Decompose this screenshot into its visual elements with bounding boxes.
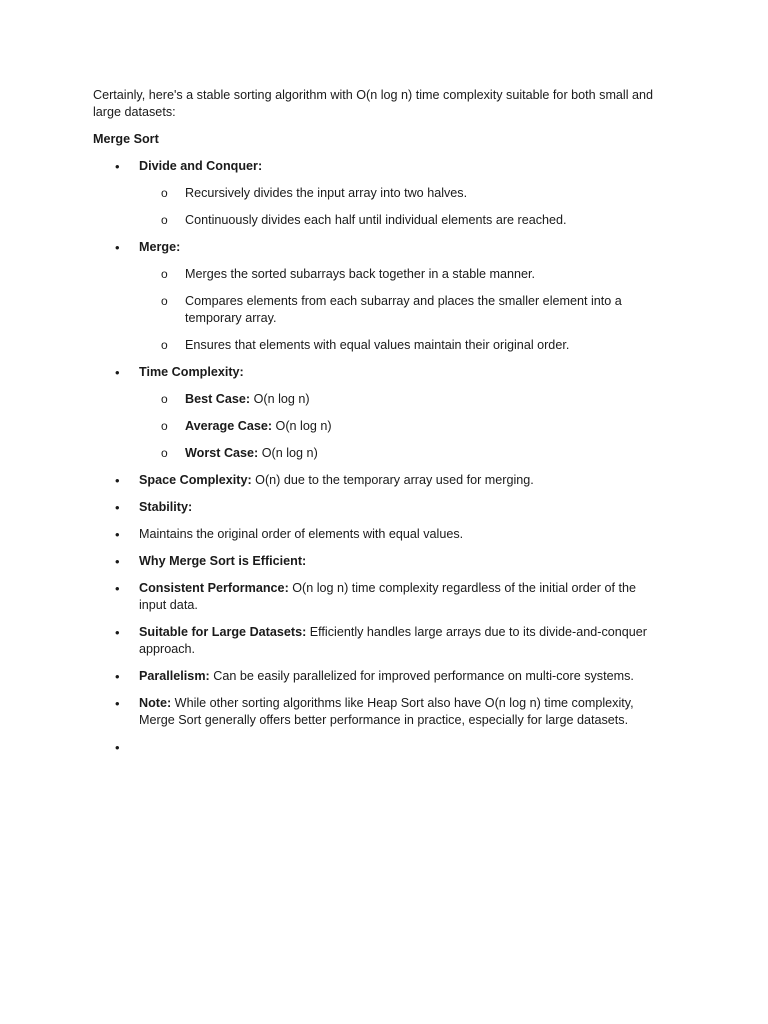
list-item-space-complexity	[93, 472, 663, 489]
list-item-consistent-performance	[93, 580, 663, 614]
item-label: Worst Case:	[185, 446, 259, 460]
list-item-maintains	[93, 526, 663, 543]
item-text: Ensures that elements with equal values maintain their original order.	[185, 338, 570, 352]
sub-list-item	[139, 337, 663, 354]
sub-list	[139, 391, 663, 462]
item-text: Efficiently handles large arrays due to its divide-and-conquer approach.	[139, 625, 647, 656]
sub-list-item	[139, 391, 663, 408]
item-text: Merges the sorted subarrays back together in a stable manner.	[185, 267, 536, 281]
item-text: While other sorting algorithms like Heap Sort also have O(n log n) time complexity, Merge Sort generally offers better performance in practice, especially for large datasets.	[139, 696, 634, 727]
sub-list-item	[139, 445, 663, 462]
sub-bullet-icon: o	[161, 267, 168, 281]
bullet-icon: •	[115, 500, 120, 515]
list-item-merge	[93, 239, 663, 354]
sub-bullet-icon: o	[161, 419, 168, 433]
item-text: O(n log n)	[250, 392, 310, 406]
item-label: Divide and Conquer:	[139, 159, 263, 173]
list-item-why-efficient	[93, 553, 663, 570]
item-label: Space Complexity:	[139, 473, 252, 487]
bullet-icon: •	[115, 240, 120, 255]
list-item-large-datasets	[93, 624, 663, 658]
sub-bullet-icon: o	[161, 213, 168, 227]
list-item-time-complexity	[93, 364, 663, 462]
item-label: Note:	[139, 696, 172, 710]
bullet-icon: •	[115, 554, 120, 569]
section-title: Merge Sort	[93, 132, 159, 146]
list-item-stability	[93, 499, 663, 516]
sub-list-item	[139, 212, 663, 229]
sub-bullet-icon: o	[161, 186, 168, 200]
item-text: Maintains the original order of elements with equal values.	[139, 527, 464, 541]
item-label: Parallelism:	[139, 669, 210, 683]
sub-list-item	[139, 418, 663, 435]
list-item-divide	[93, 158, 663, 229]
item-text: O(n log n)	[258, 446, 318, 460]
document-page	[93, 87, 663, 766]
item-text: Compares elements from each subarray and places the smaller element into a temporary array.	[185, 294, 622, 325]
bullet-icon: •	[115, 625, 120, 640]
intro-paragraph: Certainly, here's a stable sorting algorithm with O(n log n) time complexity suitable for both small and large datasets:	[93, 88, 654, 119]
sub-bullet-icon: o	[161, 294, 168, 308]
sub-list	[139, 185, 663, 229]
item-text: O(n log n)	[272, 419, 332, 433]
item-label: Merge:	[139, 240, 181, 254]
bullet-icon: •	[115, 473, 120, 488]
list-item-parallelism	[93, 668, 663, 685]
bullet-icon: •	[115, 159, 120, 174]
item-label: Stability:	[139, 500, 193, 514]
list-item-note	[93, 695, 663, 729]
list-item-empty	[93, 739, 663, 756]
sub-bullet-icon: o	[161, 446, 168, 460]
item-label: Why Merge Sort is Efficient:	[139, 554, 307, 568]
main-list	[93, 158, 663, 756]
sub-list-item	[139, 266, 663, 283]
sub-bullet-icon: o	[161, 392, 168, 406]
bullet-icon: •	[115, 740, 120, 755]
item-label: Suitable for Large Datasets:	[139, 625, 307, 639]
item-label: Average Case:	[185, 419, 273, 433]
item-label: Time Complexity:	[139, 365, 244, 379]
item-label: Consistent Performance:	[139, 581, 289, 595]
item-text: Continuously divides each half until individual elements are reached.	[185, 213, 567, 227]
sub-list-item	[139, 293, 663, 327]
item-text: Recursively divides the input array into two halves.	[185, 186, 468, 200]
bullet-icon: •	[115, 696, 120, 711]
item-text: Can be easily parallelized for improved performance on multi-core systems.	[209, 669, 634, 683]
sub-list-item	[139, 185, 663, 202]
item-text: O(n log n) time complexity regardless of the initial order of the input data.	[139, 581, 636, 612]
sub-list	[139, 266, 663, 354]
item-label: Best Case:	[185, 392, 251, 406]
bullet-icon: •	[115, 527, 120, 542]
bullet-icon: •	[115, 669, 120, 684]
bullet-icon: •	[115, 365, 120, 380]
sub-bullet-icon: o	[161, 338, 168, 352]
item-text: O(n) due to the temporary array used for merging.	[251, 473, 534, 487]
bullet-icon: •	[115, 581, 120, 596]
